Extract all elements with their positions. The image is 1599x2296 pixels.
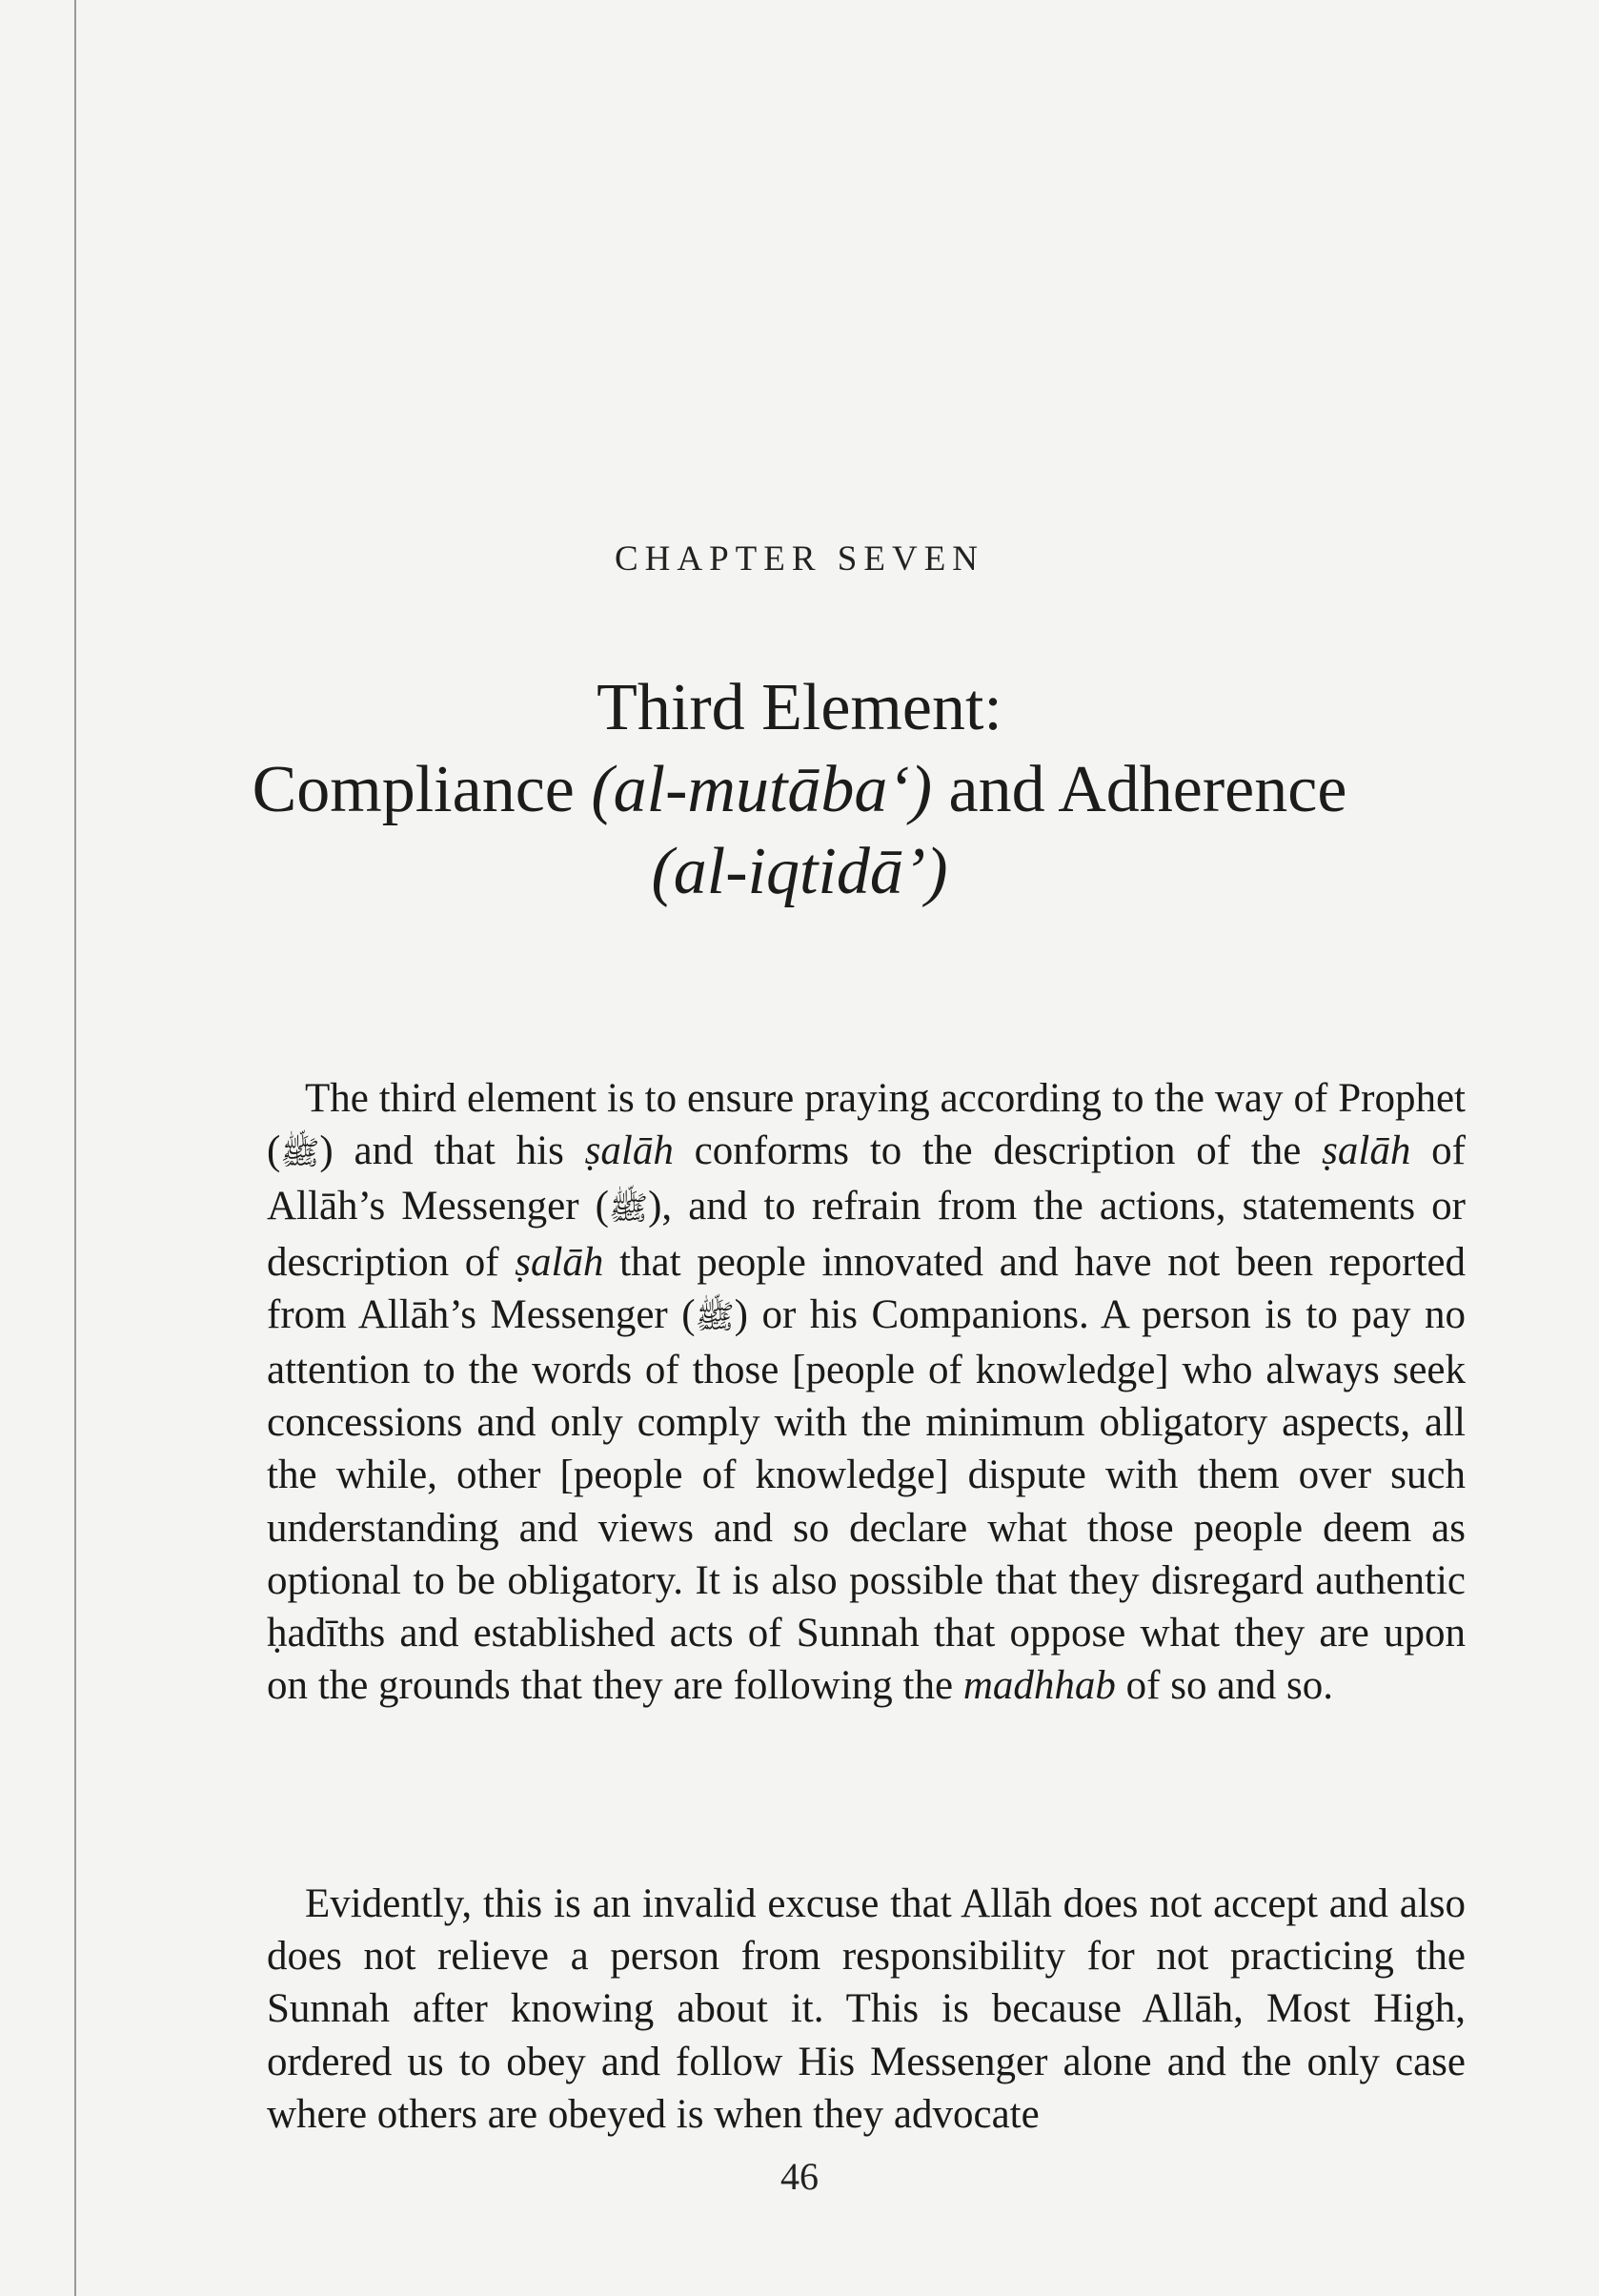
page-number: 46 <box>780 2155 819 2198</box>
paragraph-1-text: The third element is to ensure praying according to the way of Prophet ( <box>267 1076 1466 1174</box>
title-term-iqtida: (al-iqtidā’) <box>651 835 948 908</box>
term-salah: ṣalāh <box>515 1239 604 1285</box>
title-line-2-prefix: Compliance <box>252 753 592 826</box>
paragraph-1 <box>267 1072 1466 1712</box>
term-madhhab: madhhab <box>962 1663 1116 1709</box>
paragraph-1-text: ) or his Companions. A person is to pay no attention to the words of those [people of knowledge] who always seek concessions and only comply with the minimum obligatory aspects, all the while, other [people of knowledge] dispute with them over such understanding and views and so declare what those people deem as optional to be obligatory. It is also possible that they disregard authentic ḥadīths and established acts of Sunnah that oppose what they are upon on the grounds that they are following the <box>267 1291 1466 1709</box>
title-line-2 <box>0 749 1599 831</box>
chapter-title <box>0 667 1599 913</box>
title-line-3 <box>0 831 1599 913</box>
paragraph-2: Evidently, this is an invalid excuse that Allāh does not accept and also does not relieve a person from responsibility for not practicing the Sunnah after knowing about it. This is because Allāh, Most High, ordered us to obey and follow His Messenger alone and the only case where others are obeyed is when they advocate <box>267 1881 1466 2137</box>
page-binding-edge <box>74 0 76 2296</box>
paragraph-1-text: ), and to refrain from the actions, statements or description of <box>267 1184 1466 1285</box>
pbuh-glyph: ﷺ <box>695 1299 735 1335</box>
pbuh-glyph: ﷺ <box>609 1191 649 1228</box>
term-salah: ṣalāh <box>1322 1128 1411 1174</box>
chapter-label: CHAPTER SEVEN <box>614 539 985 579</box>
title-line-1: Third Element: <box>597 671 1002 744</box>
paragraph-1-text: that people innovated and have not been reported from Allāh’s Messenger ( <box>267 1239 1466 1337</box>
paragraph-1-text: conforms to the description of the <box>673 1128 1323 1174</box>
paragraph-1-text: of Allāh’s Messenger ( <box>267 1128 1466 1229</box>
paragraph-1-text: of so and so. <box>1115 1663 1334 1709</box>
pbuh-glyph: ﷺ <box>280 1136 320 1172</box>
term-salah: ṣalāh <box>584 1128 674 1174</box>
paragraph-1-text: ) and that his <box>319 1128 585 1174</box>
title-term-mutaba: (al-mutāba‘) <box>591 753 933 826</box>
title-line-2-suffix: and Adherence <box>932 753 1347 826</box>
